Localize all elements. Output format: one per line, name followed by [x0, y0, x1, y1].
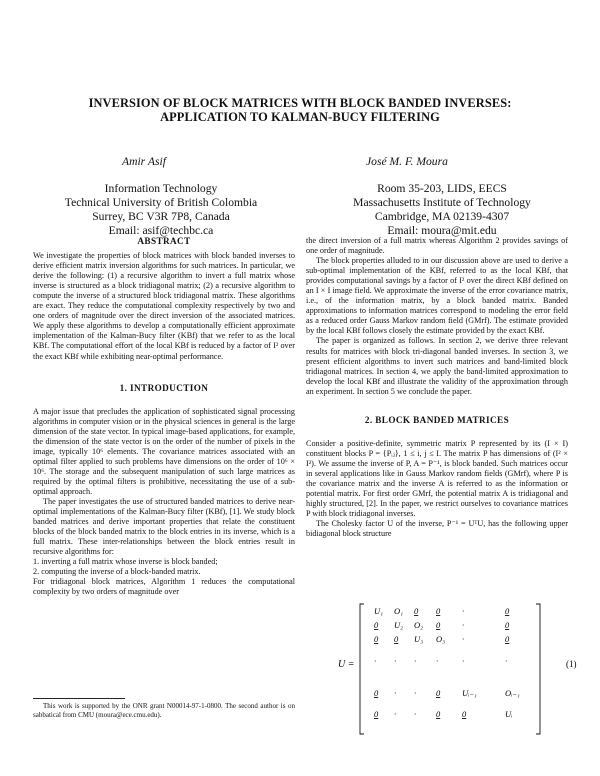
matrix-cell: Uᵢ: [505, 709, 513, 719]
matrix-cell: 0: [505, 606, 510, 616]
equation-number: (1): [566, 659, 577, 669]
intro-paragraph-2: The paper investigates the use of structured banded matrices to derive near-optimal implementations of the Kalman-Bucy filter (KBf), [1]. We study block banded matrices and derive important properties that relate the constituent blocks of the block banded matrix to the block entries in its inverse, which is a full matrix. These inter-relationships between the block entries result in recursive algorithms for:: [33, 497, 295, 557]
matrix-cell: Oᵢ₋₁: [505, 688, 520, 698]
intro-list-item-1: 1. inverting a full matrix whose inverse is block banded;: [33, 557, 218, 567]
affiliation-line: Massachusetts Institute of Technology: [353, 196, 531, 209]
matrix-cell: 0: [505, 634, 510, 644]
matrix-cell: 0: [374, 634, 379, 644]
matrix-cell: ·: [462, 606, 465, 616]
matrix-cell: 0: [374, 620, 379, 630]
matrix-cell: 0: [436, 606, 441, 616]
footnote-text: This work is supported by the ONR grant N00014-97-1-0800. The second author is on sabbatical from CMU (moura@ece.cmu.edu).: [33, 702, 295, 719]
matrix-cell: ·: [414, 656, 417, 666]
matrix-cell: ·: [374, 656, 377, 666]
right-paragraph-3: The paper is organized as follows. In section 2, we derive three relevant results for matrices with block tri-diagonal banded inverses. In section 3, we present efficient algorithms to invert such matrices and band-limited block tridiagonal matrices. In section 4, we apply the band-limited approximation to develop the local KBf and illustrate the validity of the approximation through an experiment. In section 5 we conclude the paper.: [306, 336, 568, 396]
matrix-cell: O₃: [436, 634, 446, 644]
equation-lhs: U =: [338, 659, 355, 670]
author-email[interactable]: Email: asif@techbc.ca: [108, 224, 214, 237]
matrix-cell: ·: [394, 656, 397, 666]
matrix-cell: ·: [394, 688, 397, 698]
right-paragraph-2: The block properties alluded to in our discussion above are used to derive a sub-optimal implementation of the KBf, referred to as the local KBf, that provides computational savings by a factor of I² over the direct KBf defined on an I × I image field. We approximate the inverse of the error covariance matrix, i.e., of the information matrix, by a block banded matrix. Banded approximations to information matrices correspond to modeling the error field as a reduced order Gauss Markov random field (GMrf). The estimate provided by the local KBf follows closely the estimate provided by the exact KBf.: [306, 256, 568, 336]
matrix-cell: 0: [436, 688, 441, 698]
matrix-cell: 0: [505, 620, 510, 630]
matrix-cell: 0: [374, 709, 379, 719]
matrix-cell: U₃: [414, 634, 424, 644]
intro-paragraph-1: A major issue that precludes the application of sophisticated signal processing algorithms in computer vision or in the physical sciences in general is the large dimension of the state vector. In typical image-based applications, for example, the dimension of the state vector is on the order of the number of pixels in the image, typically 10⁶ elements. The covariance matrices associated with an optimal filter applied to such problems have dimensions on the order of 10⁶ × 10⁶. The storage and the subsequent manipulation of such large matrices as required by the optimal filters is prohibitive, necessitating the use of a sub-optimal approach.: [33, 406, 295, 496]
introduction-heading: 1. INTRODUCTION: [119, 382, 209, 393]
right-paragraph-1: the direct inversion of a full matrix whereas Algorithm 2 provides savings of one order of magnitude.: [306, 236, 568, 256]
affiliation-line: Information Technology: [104, 182, 218, 195]
matrix-cell: ·: [414, 688, 417, 698]
title-line-1: INVERSION OF BLOCK MATRICES WITH BLOCK BANDED INVERSES:: [88, 96, 512, 110]
matrix-cell: Uᵢ₋₁: [462, 688, 477, 698]
matrix-cell: 0: [414, 606, 419, 616]
matrix-cell: O₁: [394, 606, 404, 616]
author-name-2: José M. F. Moura: [366, 155, 448, 168]
matrix-cell: 0: [394, 634, 399, 644]
affiliation-line: Cambridge, MA 02139-4307: [374, 210, 510, 223]
matrix-cell: ·: [462, 656, 465, 666]
author-name-1: Amir Asif: [122, 155, 166, 168]
affiliation-line: Surrey, BC V3R 7P8, Canada: [92, 210, 230, 223]
right-bracket: [536, 604, 540, 734]
matrix-cell: ·: [462, 620, 465, 630]
matrix-cell: 0: [374, 688, 379, 698]
matrix-cell: U₂: [394, 620, 404, 630]
left-bracket: [360, 604, 364, 734]
intro-list-item-2: 2. computing the inverse of a block-banded matrix.: [33, 567, 201, 577]
intro-paragraph-3: For tridiagonal block matrices, Algorithm 1 reduces the computational complexity by two orders of magnitude over: [33, 577, 295, 597]
matrix-cell: O₂: [414, 620, 424, 630]
matrix-cell: ·: [394, 709, 397, 719]
matrix-cell: U₁: [374, 606, 384, 616]
matrix-cell: ·: [505, 656, 508, 666]
matrix-cell: ·: [436, 656, 439, 666]
right-paragraph-5: The Cholesky factor U of the inverse, P⁻¹ = UᵀU, has the following upper bidiagonal block structure: [306, 519, 568, 539]
matrix-cell: 0: [462, 709, 467, 719]
matrix-cell: 0: [436, 620, 441, 630]
right-paragraph-4: Consider a positive-definite, symmetric matrix P represented by its (I × I) constituent blocks P = {Pᵢⱼ}, 1 ≤ i, j ≤ I. The matrix P has dimensions of (I² × I²). We assume the inverse of P, A = P⁻¹, is block banded. Such matrices occur in several applications like in Gauss Markov random fields (GMrf), where P is the covariance matrix and the inverse A is referred to as the information or potential matrix. For first order GMrf, the potential matrix A is tridiagonal and highly structured, [2]. In the paper, we restrict ourselves to covariance matrices P with block tridiagonal inverses.: [306, 438, 568, 519]
abstract-heading: ABSTRACT: [137, 236, 191, 246]
matrix-cell: ·: [414, 709, 417, 719]
affiliation-line: Technical University of British Colombia: [64, 196, 258, 209]
matrix-cell: 0: [436, 709, 441, 719]
author-email[interactable]: Email: moura@mit.edu: [387, 224, 497, 237]
matrix-cell: ·: [462, 634, 465, 644]
abstract-text: We investigate the properties of block matrices with block banded inverses to derive efficient matrix inversion algorithms for such matrices. In particular, we derive the following: (1) a recursive algorithm to invert a full matrix whose inverse is structured as a block tridiagonal matrix; (2) a recursive algorithm to compute the inverse of a structured block tridiagonal matrix. These algorithms are exact. They reduce the computational complexity respectively by two and one orders of magnitude over the direct inversion of the associated matrices. We apply these algorithms to develop a computationally efficient approximate implementation of the Kalman-Bucy filter (KBf) that we refer to as the local KBf. The computational effort of the local KBf is reduced by a factor of I² over the exact KBf while exhibiting near-optimal performance.: [33, 251, 295, 361]
block-banded-heading: 2. BLOCK BANDED MATRICES: [364, 414, 510, 425]
title-line-2: APPLICATION TO KALMAN-BUCY FILTERING: [160, 110, 440, 124]
affiliation-line: Room 35-203, LIDS, EECS: [377, 182, 507, 195]
